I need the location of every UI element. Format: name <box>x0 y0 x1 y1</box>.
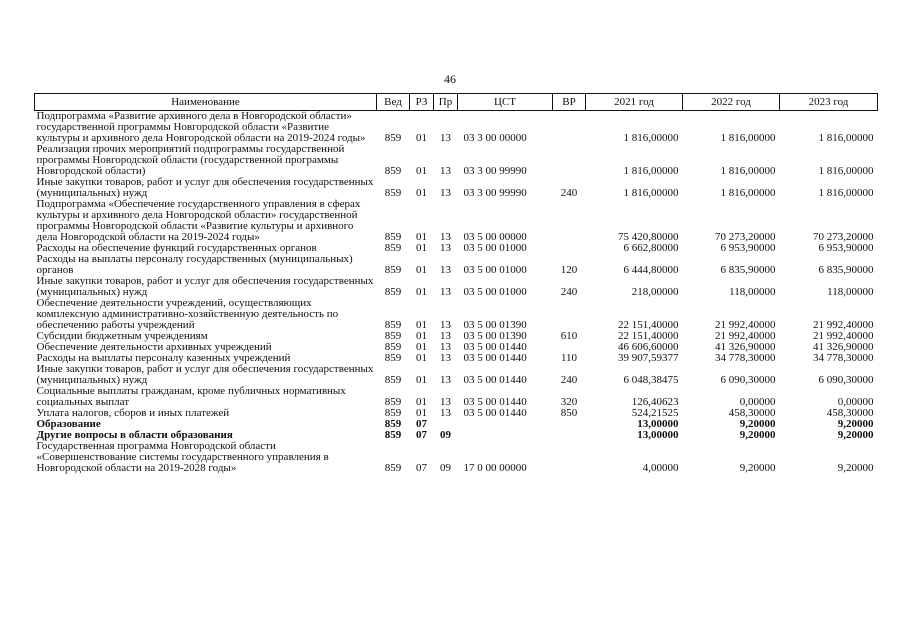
cell-rz: 01 <box>416 187 427 199</box>
header-ved: Вед <box>377 94 410 111</box>
cell-2023: 41 326,90000 <box>813 341 874 353</box>
cell-cst: 17 0 00 00000 <box>463 462 527 474</box>
cell-rz: 01 <box>416 286 427 298</box>
table-row <box>35 386 878 408</box>
cell-ved: 859 <box>384 418 402 430</box>
cell-vr: 240 <box>560 374 578 386</box>
cell-name: Обеспечение деятельности учреждений, осуществляющих комплексную административно-хозяйственную деятельность по обеспечению работы учреждений <box>36 297 339 331</box>
cell-pr: 13 <box>440 187 451 199</box>
cell-name: Государственная программа Новгородской области «Совершенствование системы государственного управления в Новгородской области на 2019-2028 годы» <box>36 440 329 474</box>
cell-2022: 6 090,30000 <box>720 374 776 386</box>
cell-ved: 859 <box>384 429 402 441</box>
cell-rz: 01 <box>416 165 427 177</box>
cell-2021: 13,00000 <box>637 418 679 430</box>
cell-rz: 01 <box>416 319 427 331</box>
cell-pr: 09 <box>440 462 451 474</box>
cell-ved: 859 <box>384 319 402 331</box>
cell-pr: 13 <box>440 396 451 408</box>
cell-rz: 01 <box>416 132 427 144</box>
cell-2023: 118,00000 <box>827 286 874 298</box>
cell-rz: 01 <box>416 264 427 276</box>
cell-pr: 13 <box>440 319 451 331</box>
cell-ved: 859 <box>384 330 402 342</box>
cell-vr: 850 <box>560 407 578 419</box>
cell-2023: 70 273,20000 <box>813 231 874 243</box>
cell-vr: 610 <box>560 330 578 342</box>
table-row <box>35 441 878 474</box>
cell-2022: 9,20000 <box>739 429 776 441</box>
cell-2022: 458,30000 <box>728 407 776 419</box>
table-row <box>35 177 878 199</box>
header-2022: 2022 год <box>683 94 780 111</box>
cell-cst: 03 3 00 00000 <box>463 132 527 144</box>
header-pr: Пр <box>434 94 458 111</box>
table-row <box>35 199 878 243</box>
cell-2021: 1 816,00000 <box>623 165 679 177</box>
cell-rz: 07 <box>416 429 427 441</box>
cell-pr: 13 <box>440 242 451 254</box>
cell-2021: 13,00000 <box>637 429 679 441</box>
cell-name: Расходы на выплаты персоналу государственных (муниципальных) органов <box>36 253 353 276</box>
cell-2023: 21 992,40000 <box>813 330 874 342</box>
cell-cst: 03 3 00 99990 <box>463 187 527 199</box>
cell-cst: 03 5 00 01000 <box>463 242 527 254</box>
cell-rz: 01 <box>416 231 427 243</box>
cell-vr: 120 <box>560 264 578 276</box>
cell-pr: 13 <box>440 264 451 276</box>
cell-vr <box>553 298 586 331</box>
cell-ved: 859 <box>384 132 402 144</box>
cell-rz: 01 <box>416 374 427 386</box>
cell-cst: 03 5 00 01390 <box>463 319 527 331</box>
cell-rz: 01 <box>416 242 427 254</box>
cell-2021: 6 662,80000 <box>623 242 679 254</box>
cell-vr <box>553 144 586 177</box>
table-row <box>35 276 878 298</box>
cell-name: Подпрограмма «Развитие архивного дела в Новгородской области» государственной программы Новгородской области «Развитие культуры и архивного дела Новгородской области на 2019-2024 годы» <box>36 110 366 144</box>
cell-pr: 13 <box>440 132 451 144</box>
cell-cst: 03 3 00 99990 <box>463 165 527 177</box>
cell-pr: 13 <box>440 286 451 298</box>
cell-name: Социальные выплаты гражданам, кроме публичных нормативных социальных выплат <box>36 385 346 408</box>
cell-name: Уплата налогов, сборов и иных платежей <box>36 407 230 419</box>
cell-vr <box>553 419 586 430</box>
cell-cst <box>458 430 553 441</box>
cell-2021: 1 816,00000 <box>623 132 679 144</box>
budget-table <box>34 93 878 474</box>
cell-rz: 01 <box>416 341 427 353</box>
cell-2022: 34 778,30000 <box>715 352 776 364</box>
cell-2022: 6 953,90000 <box>720 242 776 254</box>
cell-2023: 21 992,40000 <box>813 319 874 331</box>
cell-vr <box>553 111 586 145</box>
page-number: 46 <box>444 72 456 86</box>
cell-2023: 9,20000 <box>837 429 874 441</box>
cell-pr: 09 <box>440 429 451 441</box>
cell-2021: 39 907,59377 <box>618 352 679 364</box>
cell-cst <box>458 419 553 430</box>
cell-2021: 6 444,80000 <box>623 264 679 276</box>
cell-name: Реализация прочих мероприятий подпрограммы государственной программы Новгородской области (государственной программы Новгородской области) <box>36 143 345 177</box>
cell-cst: 03 5 00 01390 <box>463 330 527 342</box>
cell-2023: 6 835,90000 <box>818 264 874 276</box>
cell-ved: 859 <box>384 264 402 276</box>
cell-ved: 859 <box>384 374 402 386</box>
cell-2023: 458,30000 <box>826 407 874 419</box>
cell-2023: 9,20000 <box>837 462 874 474</box>
cell-cst: 03 5 00 01000 <box>463 264 527 276</box>
cell-2023: 34 778,30000 <box>813 352 874 364</box>
table-header-row <box>35 94 878 111</box>
cell-pr: 13 <box>440 231 451 243</box>
cell-ved: 859 <box>384 165 402 177</box>
table-row <box>35 144 878 177</box>
cell-cst: 03 5 00 01440 <box>463 407 527 419</box>
cell-2021: 22 151,40000 <box>618 330 679 342</box>
cell-2022: 9,20000 <box>739 418 776 430</box>
cell-ved: 859 <box>384 286 402 298</box>
table-row <box>35 111 878 145</box>
cell-2022: 0,00000 <box>739 396 776 408</box>
cell-ved: 859 <box>384 396 402 408</box>
cell-cst: 03 5 00 01440 <box>463 341 527 353</box>
cell-2023: 1 816,00000 <box>818 165 874 177</box>
cell-name: Иные закупки товаров, работ и услуг для обеспечения государственных (муниципальных) нужд <box>36 275 374 298</box>
cell-2021: 1 816,00000 <box>623 187 679 199</box>
header-name: Наименование <box>35 94 377 111</box>
cell-2023: 9,20000 <box>837 418 874 430</box>
cell-2022: 70 273,20000 <box>715 231 776 243</box>
header-rz: РЗ <box>410 94 434 111</box>
table-row <box>35 364 878 386</box>
header-vr: ВР <box>553 94 586 111</box>
cell-cst: 03 5 00 01440 <box>463 352 527 364</box>
cell-2021: 524,21525 <box>631 407 679 419</box>
cell-2022: 9,20000 <box>739 462 776 474</box>
cell-ved: 859 <box>384 462 402 474</box>
cell-2021: 126,40623 <box>631 396 679 408</box>
header-2023: 2023 год <box>780 94 878 111</box>
cell-name: Другие вопросы в области образования <box>36 429 233 441</box>
cell-name: Субсидии бюджетным учреждениям <box>36 330 208 342</box>
cell-vr: 320 <box>560 396 578 408</box>
cell-2022: 118,00000 <box>729 286 776 298</box>
cell-vr <box>553 430 586 441</box>
cell-rz: 07 <box>416 418 427 430</box>
cell-2022: 21 992,40000 <box>715 330 776 342</box>
cell-2022: 21 992,40000 <box>715 319 776 331</box>
table-row <box>35 298 878 331</box>
cell-pr: 13 <box>440 165 451 177</box>
cell-name: Иные закупки товаров, работ и услуг для обеспечения государственных (муниципальных) нужд <box>36 176 374 199</box>
cell-pr: 13 <box>440 407 451 419</box>
header-cst: ЦСТ <box>458 94 553 111</box>
cell-ved: 859 <box>384 242 402 254</box>
header-2021: 2021 год <box>586 94 683 111</box>
cell-ved: 859 <box>384 352 402 364</box>
cell-2021: 6 048,38475 <box>623 374 679 386</box>
cell-name: Обеспечение деятельности архивных учреждений <box>36 341 272 353</box>
cell-ved: 859 <box>384 341 402 353</box>
cell-rz: 01 <box>416 352 427 364</box>
cell-2021: 22 151,40000 <box>618 319 679 331</box>
cell-2022: 6 835,90000 <box>720 264 776 276</box>
cell-vr <box>553 441 586 474</box>
cell-2021: 46 606,60000 <box>618 341 679 353</box>
table-row <box>35 254 878 276</box>
cell-2021: 75 420,80000 <box>618 231 679 243</box>
cell-pr: 13 <box>440 352 451 364</box>
cell-name: Иные закупки товаров, работ и услуг для обеспечения государственных (муниципальных) нужд <box>36 363 374 386</box>
table-body <box>35 111 878 475</box>
cell-vr <box>553 243 586 254</box>
cell-cst: 03 5 00 00000 <box>463 231 527 243</box>
cell-vr: 240 <box>560 187 578 199</box>
cell-2023: 0,00000 <box>837 396 874 408</box>
cell-name: Расходы на обеспечение функций государственных органов <box>36 242 317 254</box>
cell-rz: 01 <box>416 330 427 342</box>
cell-pr: 13 <box>440 341 451 353</box>
cell-name: Подпрограмма «Обеспечение государственного управления в сферах культуры и архивного дела Новгородской области» государственной программы Новгородской области «Развитие культуры и архивного дела Новгородской области на 2019-2024 годы» <box>36 198 361 243</box>
cell-2023: 6 953,90000 <box>818 242 874 254</box>
cell-ved: 859 <box>384 187 402 199</box>
cell-2023: 1 816,00000 <box>818 132 874 144</box>
cell-ved: 859 <box>384 231 402 243</box>
cell-pr: 13 <box>440 330 451 342</box>
cell-2021: 218,00000 <box>631 286 679 298</box>
cell-2022: 1 816,00000 <box>720 165 776 177</box>
cell-name: Образование <box>36 418 101 430</box>
cell-pr: 13 <box>440 374 451 386</box>
cell-cst: 03 5 00 01440 <box>463 396 527 408</box>
cell-2021: 4,00000 <box>642 462 679 474</box>
cell-2022: 1 816,00000 <box>720 187 776 199</box>
cell-vr <box>553 199 586 243</box>
cell-rz: 01 <box>416 396 427 408</box>
cell-2023: 1 816,00000 <box>818 187 874 199</box>
cell-vr: 110 <box>560 352 578 364</box>
cell-2022: 1 816,00000 <box>720 132 776 144</box>
cell-2023: 6 090,30000 <box>818 374 874 386</box>
cell-ved: 859 <box>384 407 402 419</box>
cell-vr: 240 <box>560 286 578 298</box>
cell-rz: 01 <box>416 407 427 419</box>
cell-name: Расходы на выплаты персоналу казенных учреждений <box>36 352 291 364</box>
cell-cst: 03 5 00 01000 <box>463 286 527 298</box>
cell-2022: 41 326,90000 <box>715 341 776 353</box>
cell-rz: 07 <box>416 462 427 474</box>
cell-cst: 03 5 00 01440 <box>463 374 527 386</box>
